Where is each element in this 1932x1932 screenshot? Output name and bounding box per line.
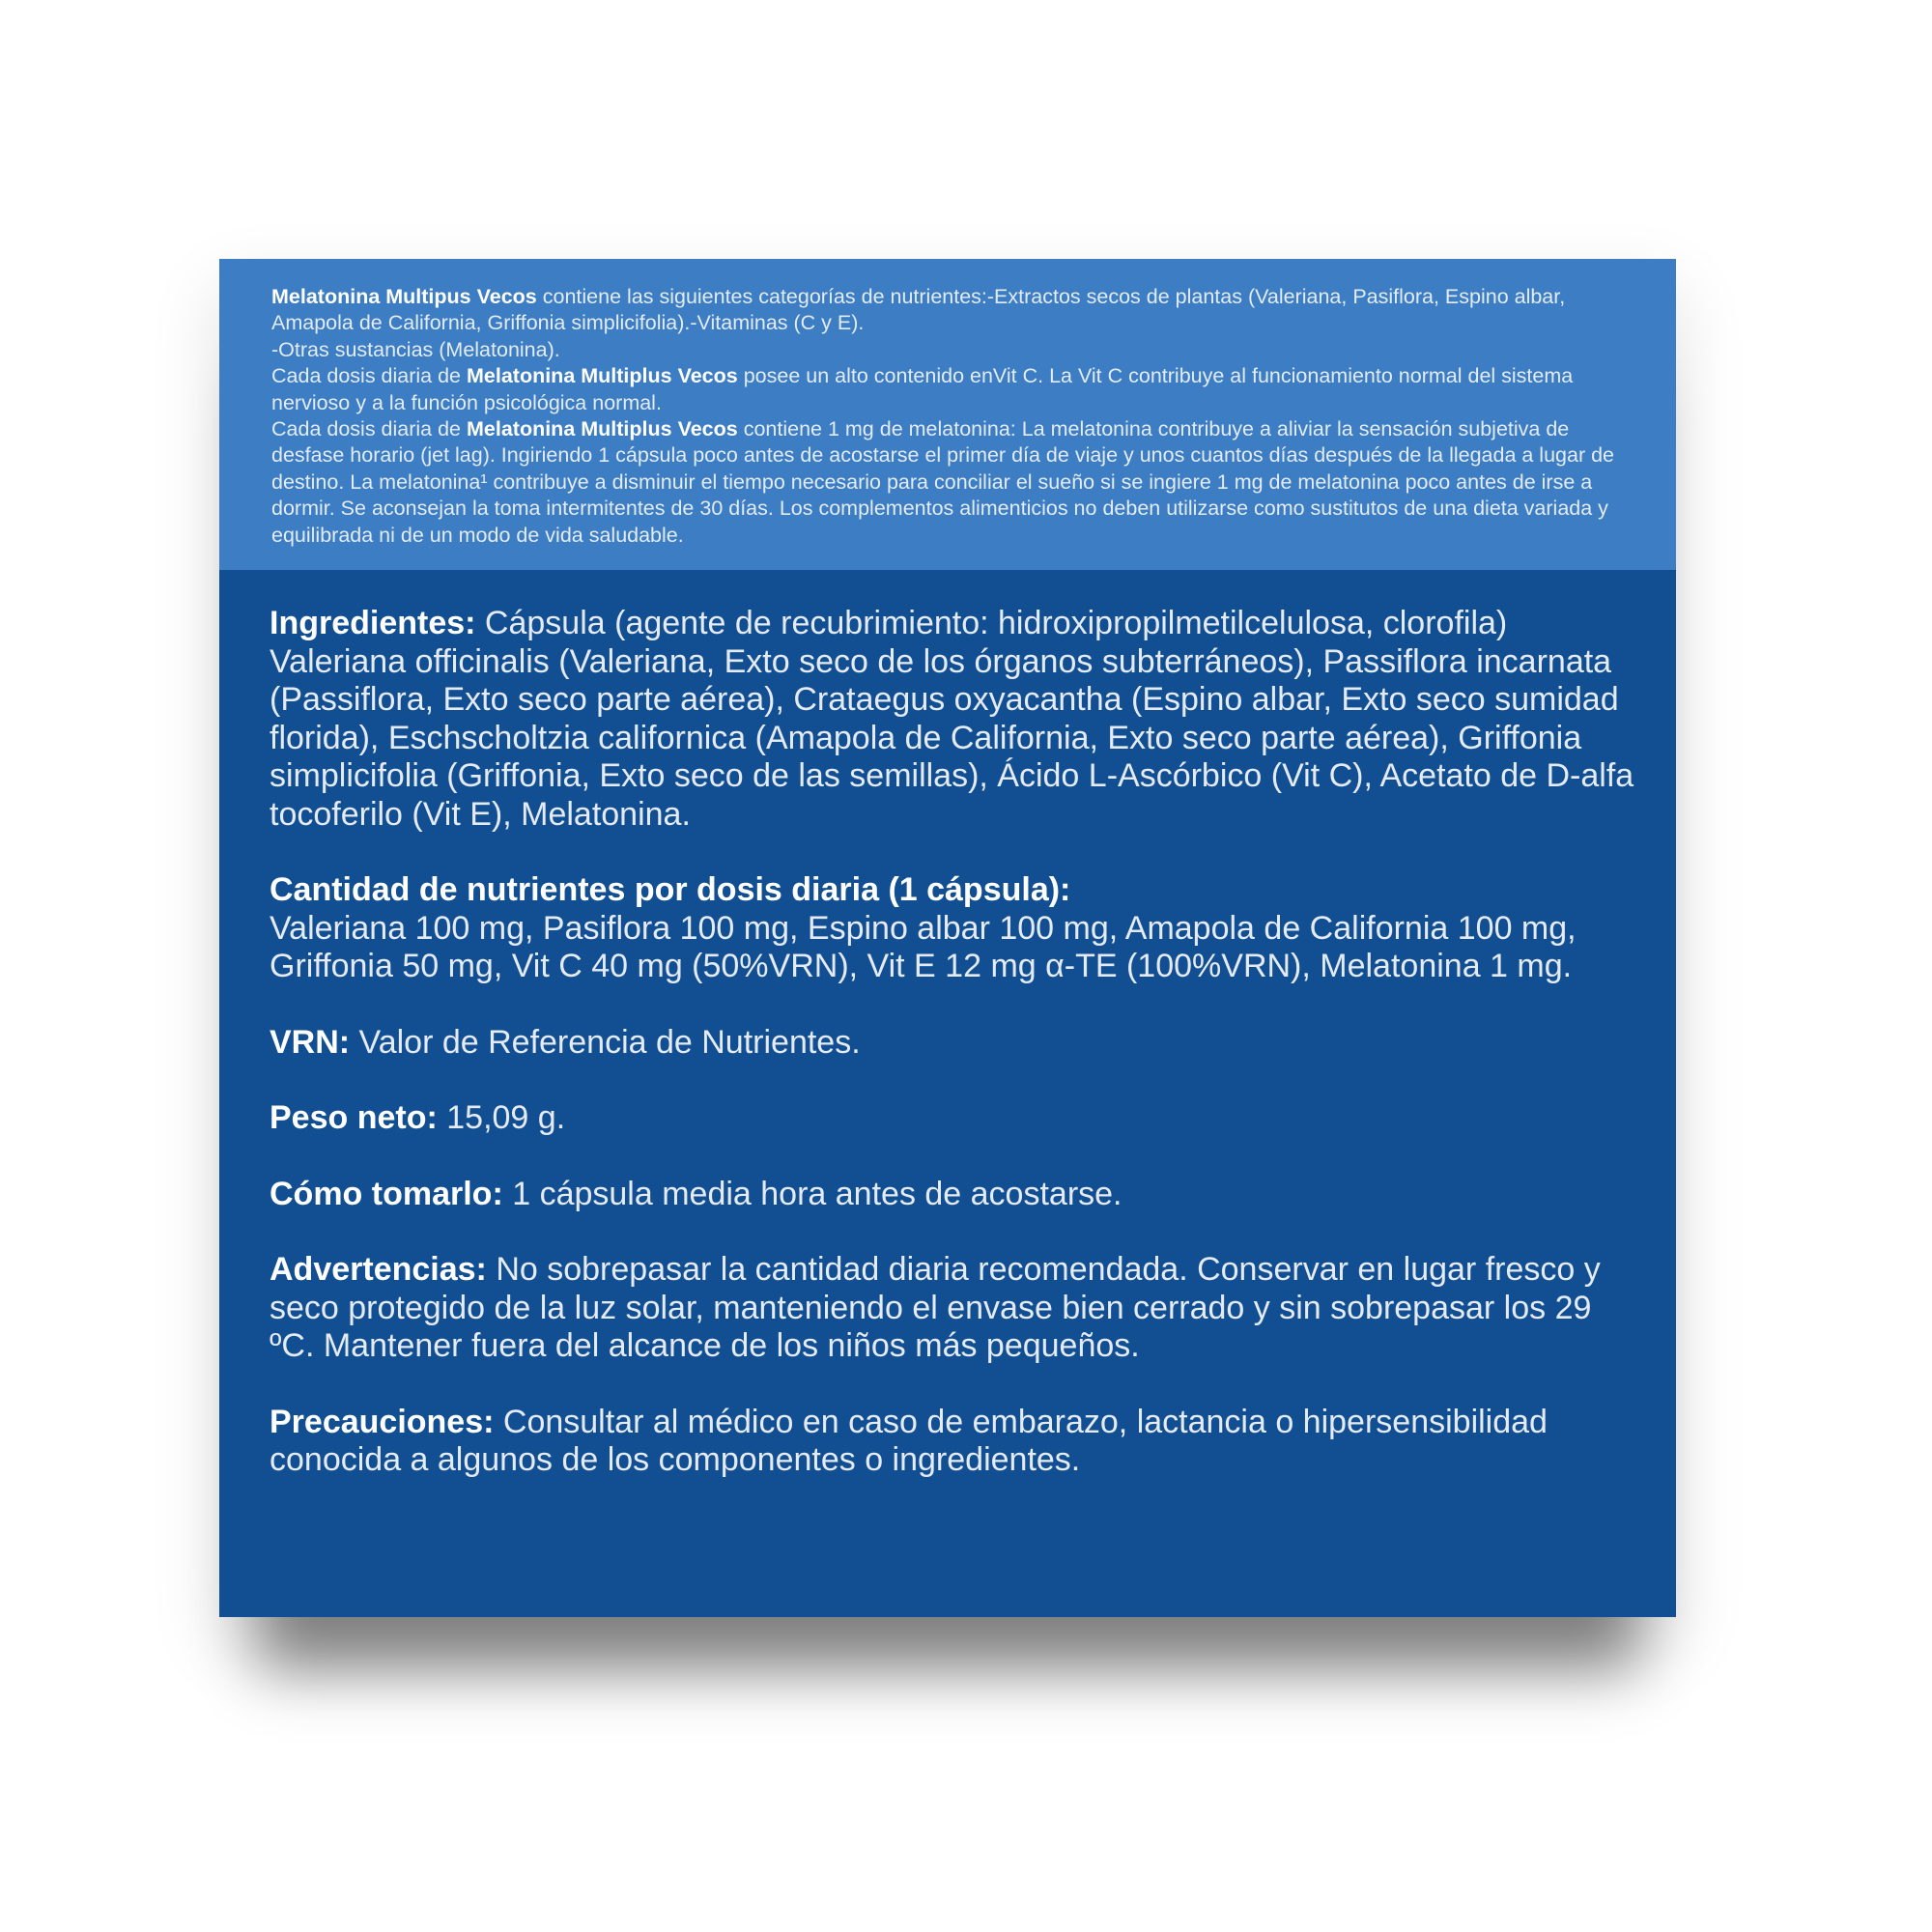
intro-text: contiene 1 mg de melatonina: La melatonina contribuye a aliviar la sensación subjetiva de desfase horario (jet lag). Ingiriendo 1 cápsula poco antes de acostarse el primer día de viaje y unos cuantos días después de la llegada a lugar de destino. La melatonina¹ contribuye a disminuir el tiempo necesario para conciliar el sueño si se ingiere 1 mg de melatonina poco antes de irse a dormir. Se aconsejan la toma intermitentes de 30 días. Los complementos alimenticios no deben utilizarse como sustitutos de una dieta variada y equilibrada ni de un modo de vida saludable. bbox=[271, 417, 1615, 547]
net-weight-section bbox=[270, 1099, 1637, 1138]
intro-text: Cada dosis diaria de bbox=[271, 417, 467, 441]
vrn-text: Valor de Referencia de Nutrientes. bbox=[350, 1023, 861, 1061]
details-panel bbox=[219, 570, 1676, 1617]
precautions-heading: Precauciones: bbox=[270, 1403, 495, 1440]
ingredients-heading: Ingredientes: bbox=[270, 605, 476, 641]
nutrients-section bbox=[270, 871, 1637, 986]
precautions-text: Consultar al médico en caso de embarazo, lactancia o hipersensibilidad conocida a algunos de los componentes o ingredientes. bbox=[270, 1403, 1548, 1478]
intro-paragraph-4 bbox=[271, 416, 1637, 549]
warnings-text: No sobrepasar la cantidad diaria recomendada. Conservar en lugar fresco y seco protegido de la luz solar, manteniendo el envase bien cerrado y sin sobrepasar los 29 ºC. Mantener fuera del alcance de los niños más pequeños. bbox=[270, 1251, 1601, 1364]
intro-text: posee un alto contenido enVit C. La Vit C contribuye al funcionamiento normal del sistema nervioso y a la función psicológica normal. bbox=[271, 364, 1574, 414]
brand-name: Melatonina Multiplus Vecos bbox=[466, 364, 738, 388]
net-weight-text: 15,09 g. bbox=[437, 1099, 566, 1136]
vrn-section bbox=[270, 1024, 1637, 1063]
brand-name: Melatonina Multiplus Vecos bbox=[466, 417, 738, 441]
brand-name: Melatonina Multipus Vecos bbox=[271, 285, 537, 308]
intro-text: contiene las siguientes categorías de nutrientes:-Extractos secos de plantas (Valeriana, Pasiflora, Espino albar, Amapola de California, Griffonia simplicifolia).-Vitaminas (C y E). bbox=[271, 285, 1566, 335]
intro-paragraph-3 bbox=[271, 363, 1637, 416]
net-weight-heading: Peso neto: bbox=[270, 1099, 438, 1136]
ingredients-text: Cápsula (agente de recubrimiento: hidroxipropilmetilcelulosa, clorofila) Valeriana officinalis (Valeriana, Exto seco de los órganos subterráneos), Passiflora incarnata (Passiflora, Exto seco parte aérea), Crataegus oxyacantha (Espino albar, Exto seco sumidad florida), Eschscholtzia californica (Amapola de California, Exto seco parte aérea), Griffonia simplicifolia (Griffonia, Exto seco de las semillas), Ácido L-Ascórbico (Vit C), Acetato de D-alfa tocoferilo (Vit E), Melatonina. bbox=[270, 605, 1634, 833]
intro-paragraph-2 bbox=[271, 337, 1637, 363]
ingredients-section bbox=[270, 605, 1637, 834]
usage-text: 1 cápsula media hora antes de acostarse. bbox=[502, 1175, 1122, 1212]
intro-text: -Otras sustancias (Melatonina). bbox=[271, 337, 560, 361]
warnings-heading: Advertencias: bbox=[270, 1251, 487, 1288]
nutrients-heading: Cantidad de nutrientes por dosis diaria (1 cápsula): bbox=[270, 871, 1071, 908]
usage-section bbox=[270, 1176, 1637, 1214]
nutrients-text: Valeriana 100 mg, Pasiflora 100 mg, Espino albar 100 mg, Amapola de California 100 mg, Griffonia 50 mg, Vit C 40 mg (50%VRN), Vit E 12 mg α-TE (100%VRN), Melatonina 1 mg. bbox=[270, 909, 1577, 984]
intro-paragraph-1 bbox=[271, 284, 1637, 337]
vrn-heading: VRN: bbox=[270, 1023, 351, 1061]
intro-text: Cada dosis diaria de bbox=[271, 364, 467, 388]
usage-heading: Cómo tomarlo: bbox=[270, 1175, 503, 1212]
intro-panel bbox=[219, 259, 1676, 570]
product-label-card bbox=[219, 259, 1676, 1617]
warnings-section bbox=[270, 1251, 1637, 1366]
precautions-section bbox=[270, 1404, 1637, 1480]
